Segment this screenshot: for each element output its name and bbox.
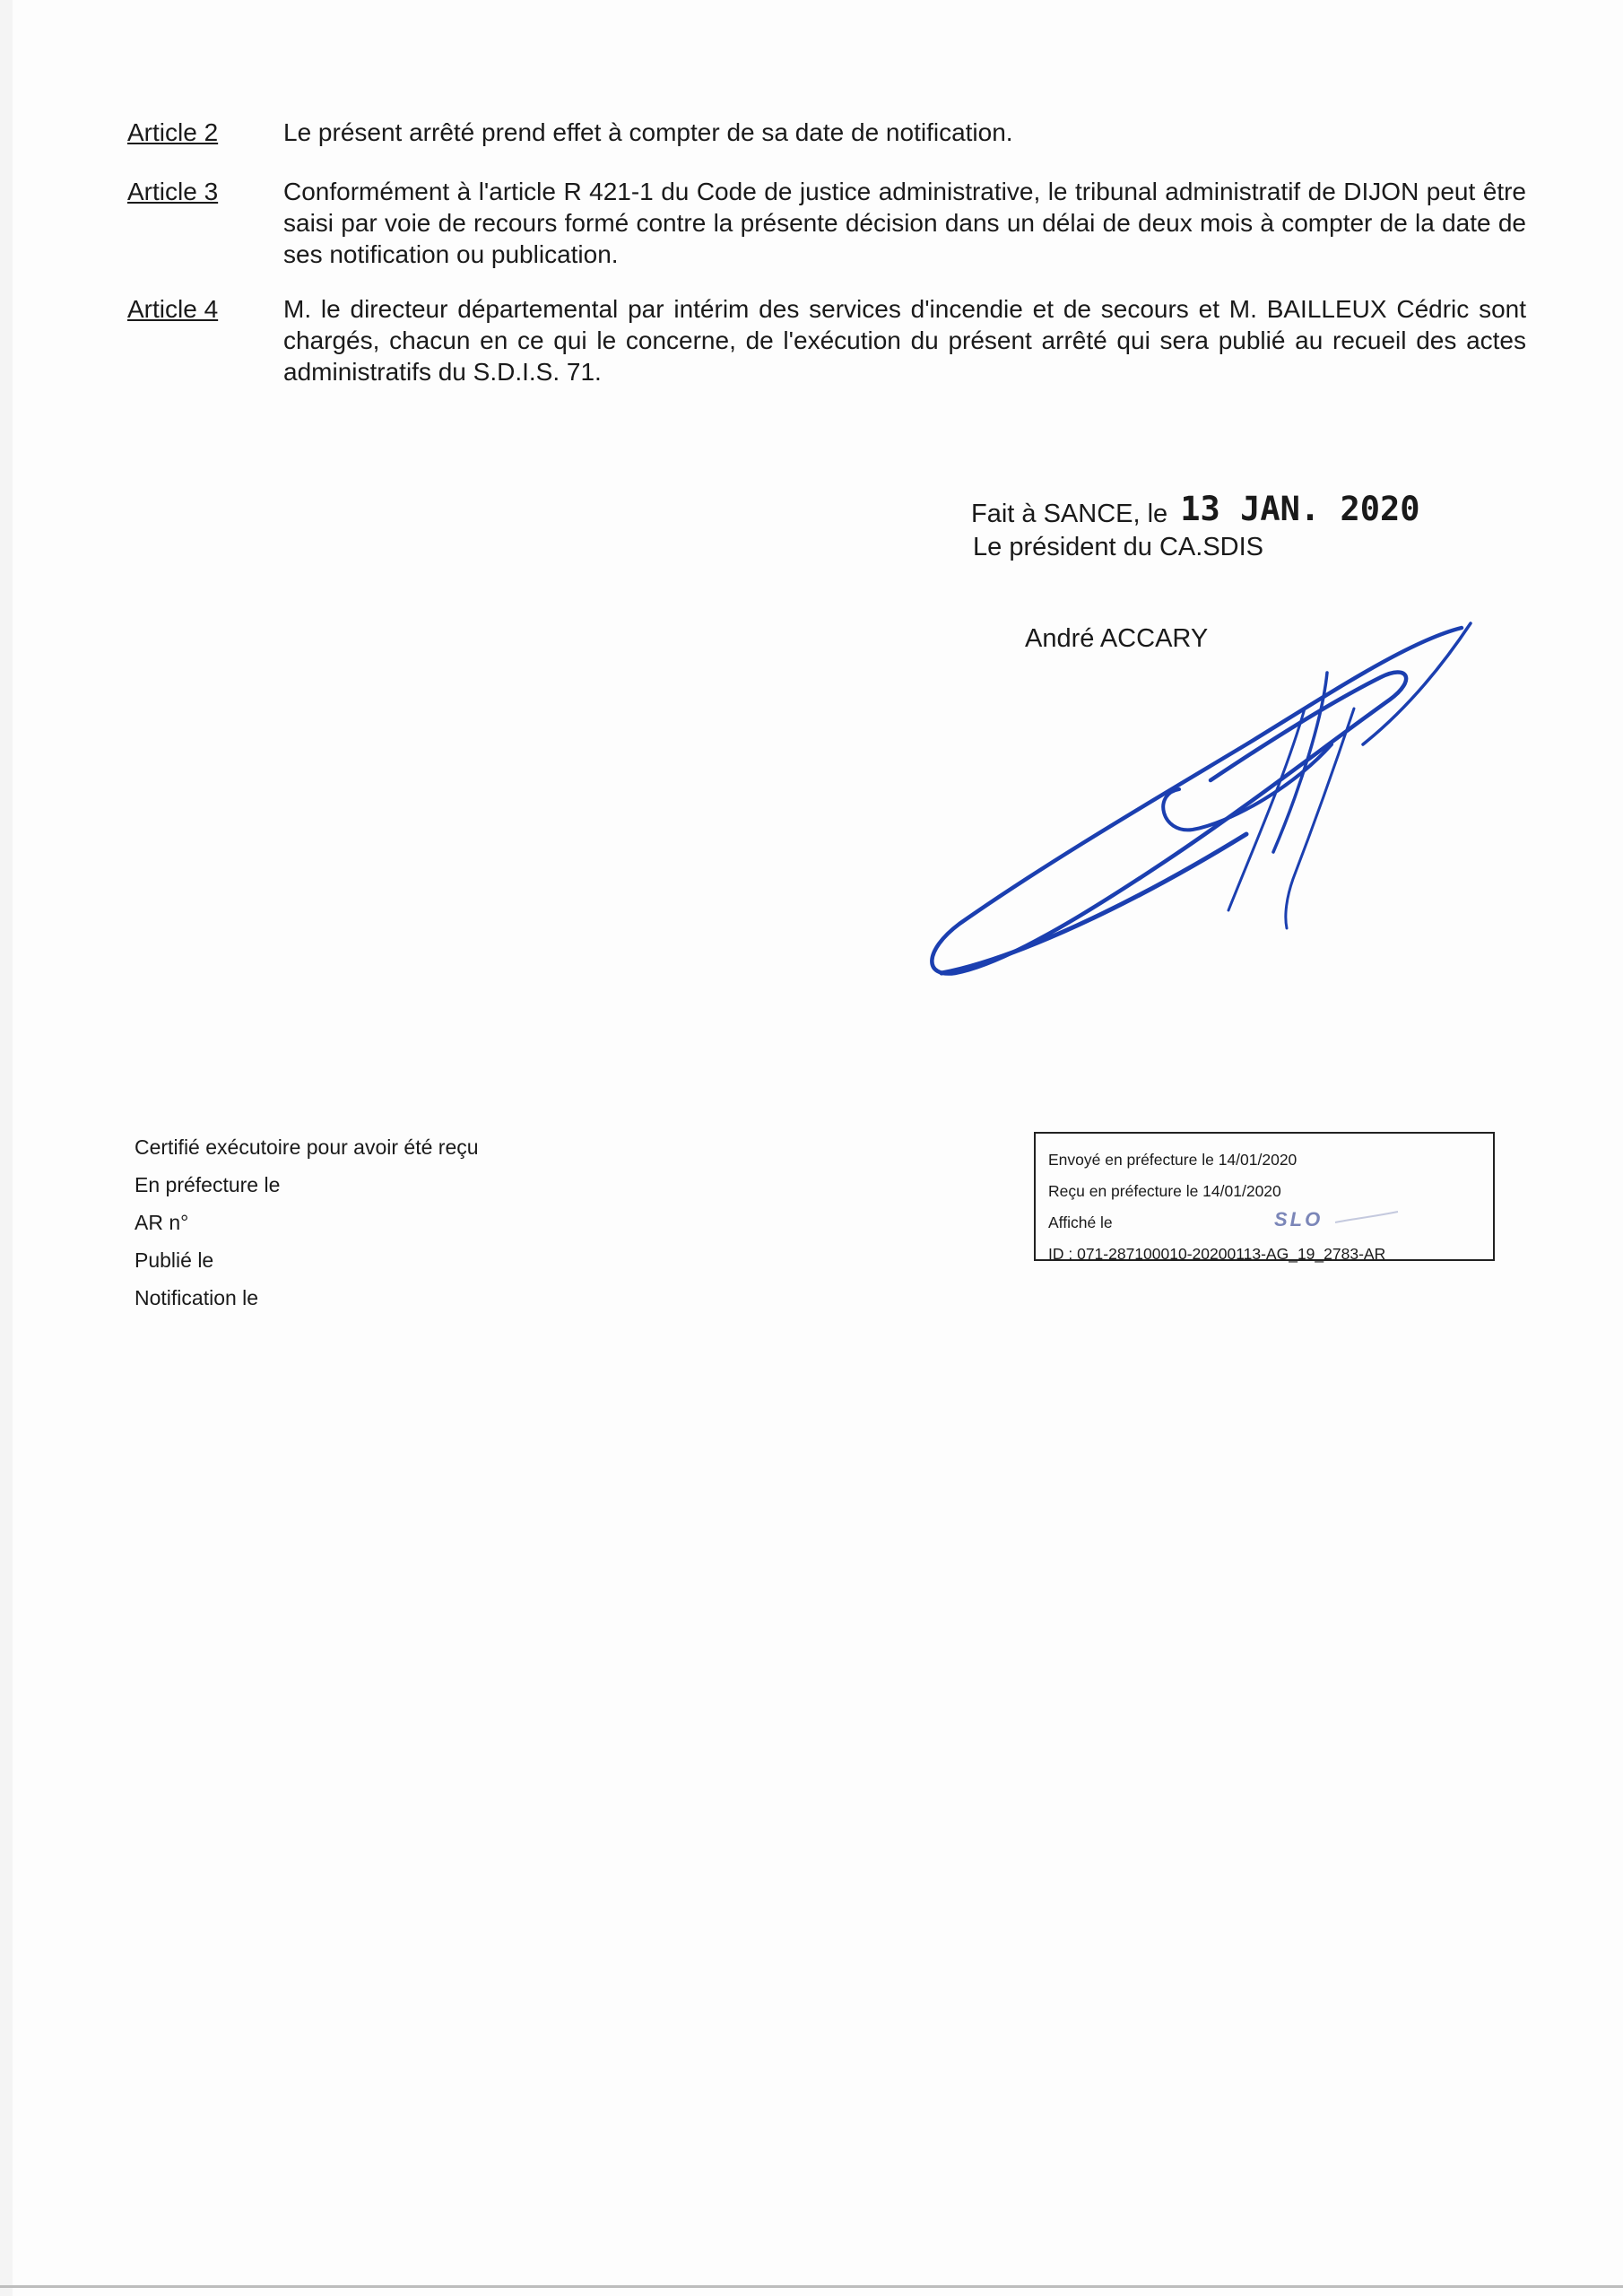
signatory-title: Le président du CA.SDIS xyxy=(973,533,1264,561)
article-text: Conformément à l'article R 421-1 du Code de justice administrative, le tribunal administratif de DIJON peut être saisi par voie de recours formé contre la présente décision dans un délai de deux mois à compter de la date de ses notification ou publication. xyxy=(283,178,1526,268)
certif-line: En préfecture le xyxy=(135,1173,281,1196)
certif-line: AR n° xyxy=(135,1211,189,1234)
article-label: Article 3 xyxy=(127,178,219,205)
svg-text:SLO: SLO xyxy=(1274,1208,1324,1231)
stamp-posted: Affiché le xyxy=(1048,1213,1113,1231)
stamp-sent: Envoyé en préfecture le 14/01/2020 xyxy=(1048,1151,1298,1169)
stamp-received: Reçu en préfecture le 14/01/2020 xyxy=(1048,1182,1281,1200)
article-label: Article 2 xyxy=(127,118,219,146)
certif-line: Publié le xyxy=(135,1248,214,1272)
place-date-line xyxy=(971,490,1420,530)
date-stamp: 13 JAN. 2020 xyxy=(1180,490,1420,528)
slo-logo-icon xyxy=(1272,1206,1407,1233)
certif-line: Notification le xyxy=(135,1286,259,1309)
article-label: Article 4 xyxy=(127,295,219,323)
scan-left-edge xyxy=(0,0,13,2296)
article-4 xyxy=(127,293,1526,392)
scan-bottom-edge xyxy=(0,2285,1623,2288)
certif-line: Certifié exécutoire pour avoir été reçu xyxy=(135,1135,479,1159)
place-prefix: Fait à SANCE, le xyxy=(971,500,1168,528)
article-2 xyxy=(127,117,1526,152)
article-text: M. le directeur départemental par intérim des services d'incendie et de secours et M. BAILLEUX Cédric sont chargés, chacun en ce qui le concerne, de l'exécution du présent arrêté qui sera publié au recueil des actes administratifs du S.D.I.S. 71. xyxy=(283,295,1526,386)
certification-block xyxy=(135,1128,479,1317)
handwritten-signature xyxy=(906,610,1497,1022)
article-text: Le présent arrêté prend effet à compter de sa date de notification. xyxy=(283,118,1013,146)
stamp-id: ID : 071-287100010-20200113-AG_19_2783-AR xyxy=(1048,1245,1386,1263)
signatory-name: André ACCARY xyxy=(1025,624,1209,653)
stamp-posted-row xyxy=(1048,1207,1493,1239)
prefecture-stamp-box xyxy=(1034,1132,1495,1261)
article-3 xyxy=(127,176,1526,274)
